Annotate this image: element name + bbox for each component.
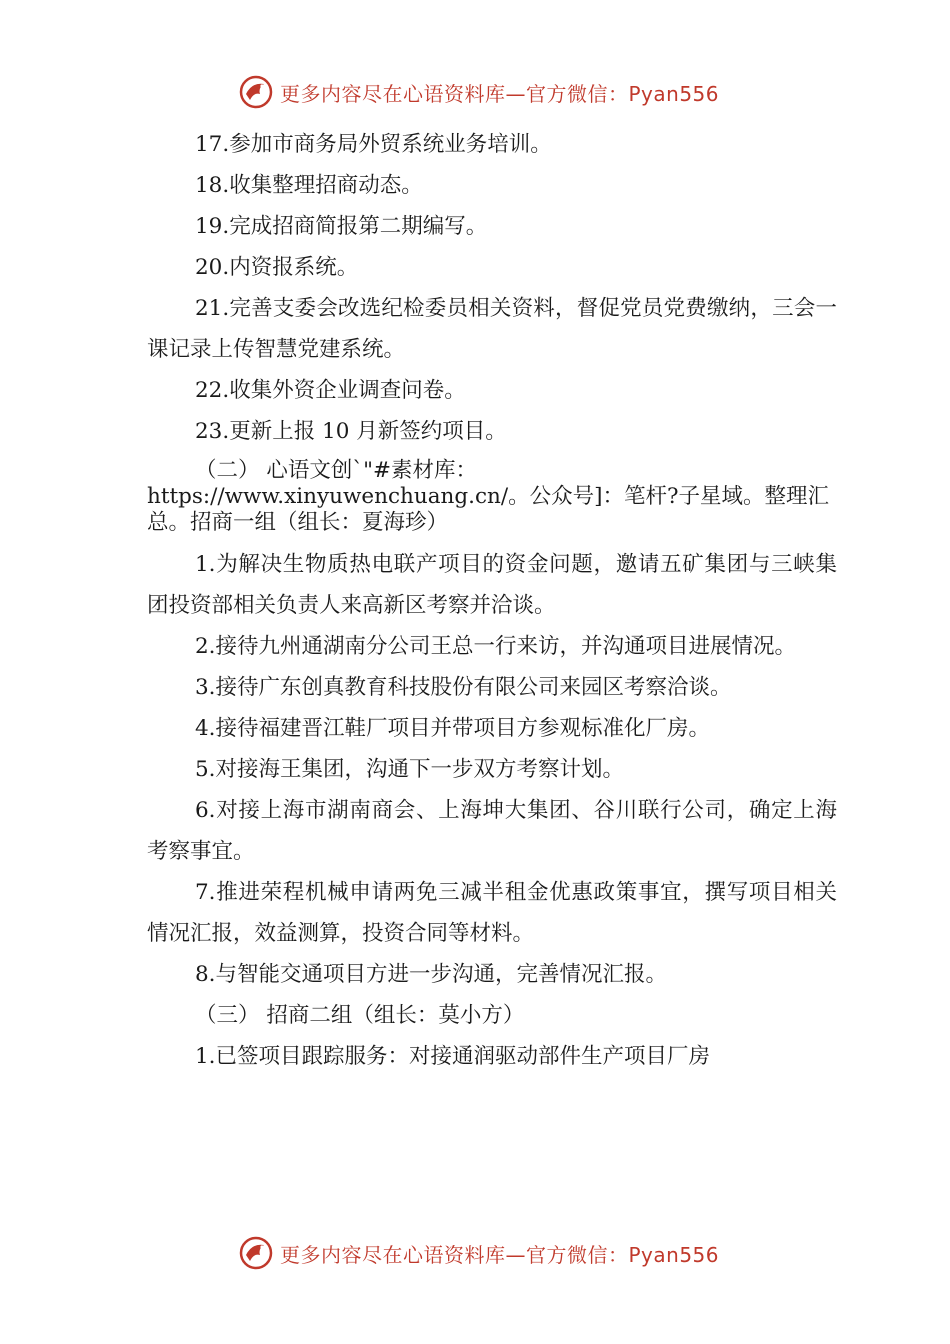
list-item: 23.更新上报 10 月新签约项目。 [195,419,507,444]
banner-text: 更多内容尽在心语资料库—官方微信：Pyan556 [280,81,720,106]
section-heading-2-line2: https://www.xinyuwenchuang.cn/。公众号]：笔杆?子星域。整理汇总。招商一组（组长：夏海珍） [147,484,830,535]
header-banner [238,72,738,112]
list-item: 1.为解决生物质热电联产项目的资金问题，邀请五矿集团与三峡集团投资部相关负责人来高新区考察并洽谈。 [147,552,837,618]
bird-seal-icon [238,1235,274,1271]
banner-text: 更多内容尽在心语资料库—官方微信：Pyan556 [280,1242,720,1267]
section-heading-2 [147,458,837,536]
list-item: 20.内资报系统。 [195,255,359,280]
list-item: 6.对接上海市湖南商会、上海坤大集团、谷川联行公司，确定上海考察事宜。 [147,798,837,864]
list-item: 4.接待福建晋江鞋厂项目并带项目方参观标准化厂房。 [195,716,711,741]
section-heading-3: （三） 招商二组（组长：莫小方） [195,1003,525,1028]
list-item: 3.接待广东创真教育科技股份有限公司来园区考察洽谈。 [195,675,732,700]
list-item: 1.已签项目跟踪服务：对接通润驱动部件生产项目厂房 [195,1044,711,1069]
bird-seal-icon [238,74,274,110]
list-item: 8.与智能交通项目方进一步沟通，完善情况汇报。 [195,962,668,987]
list-item: 21.完善支委会改选纪检委员相关资料，督促党员党费缴纳，三会一课记录上传智慧党建系统。 [147,296,837,362]
list-item: 17.参加市商务局外贸系统业务培训。 [195,132,552,157]
list-item: 7.推进荣程机械申请两免三减半租金优惠政策事宜，撰写项目相关情况汇报，效益测算，投资合同等材料。 [147,880,837,946]
section-heading-2-line1: （二） 心语文创`"#素材库： [195,458,477,483]
document-body [147,124,837,1077]
list-item: 2.接待九州通湖南分公司王总一行来访，并沟通项目进展情况。 [195,634,797,659]
list-item: 18.收集整理招商动态。 [195,173,423,198]
list-item: 19.完成招商简报第二期编写。 [195,214,488,239]
footer-banner [238,1233,738,1273]
list-item: 22.收集外资企业调查问卷。 [195,378,466,403]
list-item: 5.对接海王集团，沟通下一步双方考察计划。 [195,757,625,782]
